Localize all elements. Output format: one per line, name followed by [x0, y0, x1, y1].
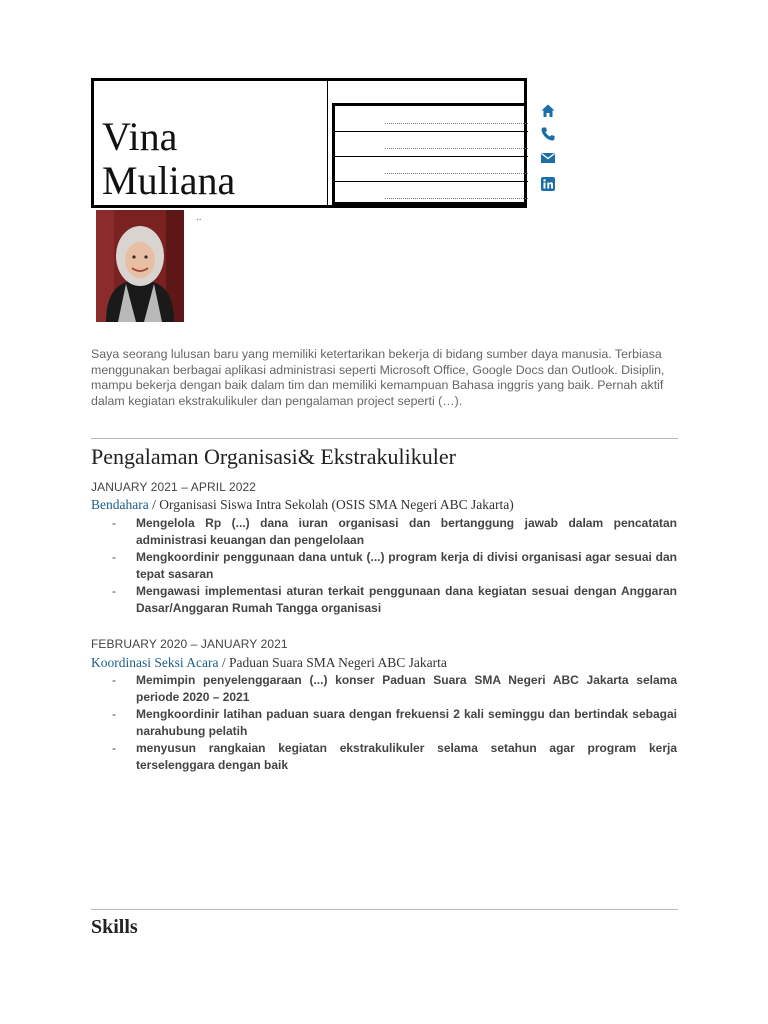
photo-marker: ..: [196, 212, 202, 223]
contact-table: [332, 103, 525, 205]
entry-title: [91, 655, 447, 671]
contact-row-email[interactable]: [335, 156, 528, 182]
entry-role: Koordinasi Seksi Acara: [91, 655, 219, 670]
entry-separator: /: [218, 655, 229, 670]
linkedin-icon: [540, 176, 556, 192]
entry-title: [91, 497, 514, 513]
entry-separator: /: [148, 497, 160, 512]
list-item: - menyusun rangkaian kegiatan ekstrakulikuler selama setahun agar program kerja terselenggara dengan baik: [112, 740, 677, 774]
list-item: - Memimpin penyelenggaraan (...) konser Paduan Suara SMA Negeri ABC Jakarta selama periode 2020 – 2021: [112, 672, 677, 706]
entry-date: FEBRUARY 2020 – JANUARY 2021: [91, 637, 288, 651]
list-item: - Mengawasi implementasi aturan terkait penggunaan dana kegiatan sesuai dengan Anggaran Dasar/Anggaran Rumah Tangga organisasi: [112, 583, 677, 617]
entry-role: Bendahara: [91, 497, 149, 512]
entry-org: Paduan Suara SMA Negeri ABC Jakarta: [229, 655, 447, 670]
skills-heading: Skills: [91, 916, 138, 938]
name-first: Vina: [102, 114, 178, 159]
candidate-name: [102, 115, 235, 203]
entry-bullets: [112, 672, 677, 774]
header-divider: [327, 81, 328, 205]
contact-row-phone[interactable]: [335, 131, 528, 157]
entry-org: Organisasi Siswa Intra Sekolah (OSIS SMA Negeri ABC Jakarta): [159, 497, 514, 512]
section-divider: [91, 909, 678, 910]
list-item: - Mengkoordinir penggunaan dana untuk (...) program kerja di divisi organisasi agar sesuai dan tepat sasaran: [112, 549, 677, 583]
email-icon: [540, 150, 556, 166]
list-item: - Mengkoordinir latihan paduan suara dengan frekuensi 2 kali seminggu dan bertindak sebagai narahubung pelatih: [112, 706, 677, 740]
contact-row-linkedin[interactable]: [335, 181, 528, 206]
entry-date: JANUARY 2021 – APRIL 2022: [91, 480, 257, 494]
phone-icon: [540, 126, 556, 142]
contact-row-address[interactable]: [335, 106, 528, 132]
header-box: [91, 78, 527, 208]
profile-summary: Saya seorang lulusan baru yang memiliki ketertarikan bekerja di bidang sumber daya manusia. Terbiasa menggunakan berbagai aplikasi administrasi seperti Microsoft Office, Google Docs dan Outlook. Disiplin, mampu bekerja dengan baik dalam tim dan memiliki kemampuan Bahasa inggris yang baik. Pernah aktif dalam kegiatan ekstrakulikuler dan pengalaman project seperti (…).: [91, 347, 665, 408]
experience-heading: Pengalaman Organisasi& Ekstrakulikuler: [91, 444, 456, 469]
profile-photo: [96, 210, 184, 322]
entry-bullets: [112, 515, 677, 617]
home-icon: [540, 103, 556, 119]
list-item: - Mengelola Rp (...) dana iuran organisasi dan bertanggung jawab dalam pencatatan administrasi keuangan dan pengelolaan: [112, 515, 677, 549]
section-divider: [91, 438, 678, 439]
name-last: Muliana: [102, 158, 236, 203]
